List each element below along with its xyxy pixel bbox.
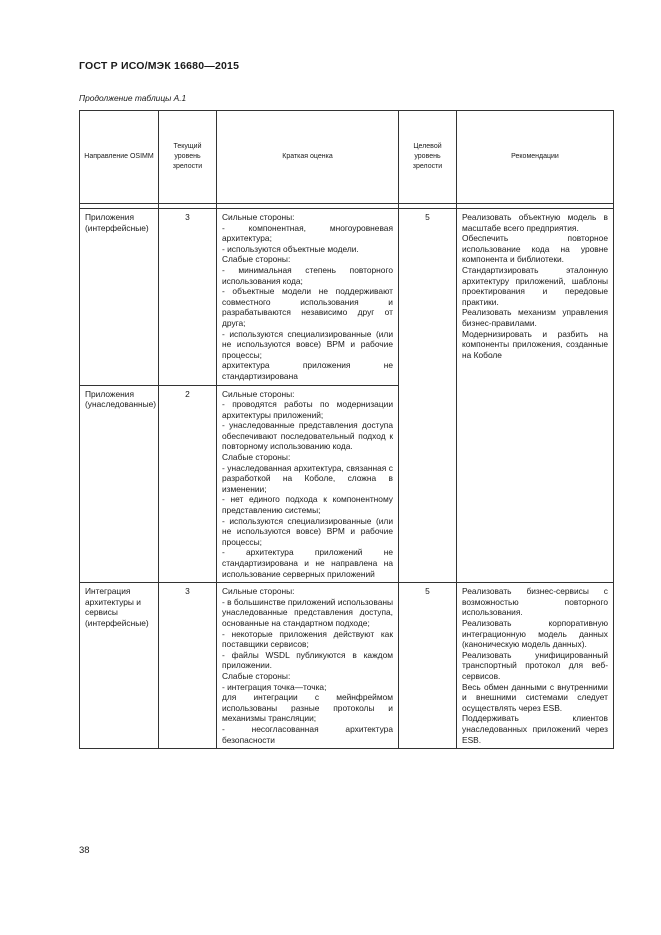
assessment-line: - нет единого подхода к компонентному представлению системы; <box>222 494 393 516</box>
assessment-cell <box>217 583 399 749</box>
assessment-cell <box>217 385 399 583</box>
assessment-line: Слабые стороны: <box>222 254 291 265</box>
target-level-cell: 5 <box>399 209 457 583</box>
assessment-cell <box>217 209 399 386</box>
assessment-line: - унаследованная архитектура, связанная с разработкой на Коболе, сложна в изменении; <box>222 462 393 494</box>
assessment-line: - архитектура приложений не стандартизирована и не направлена на использование серверных приложений <box>222 547 393 579</box>
direction-cell: Приложения (интерфейсные) <box>80 209 159 386</box>
assessment-line: - унаследованные представления доступа обеспечивают последовательный подход к повторному использованию кода. <box>222 420 393 452</box>
recommendations-cell <box>457 583 614 749</box>
assessment-line: - файлы WSDL публикуются в каждом приложении. <box>222 649 393 671</box>
document-header: ГОСТ Р ИСО/МЭК 16680—2015 <box>79 60 240 72</box>
assessment-line: - в большинстве приложений использованы унаследованные представления доступа, основанные на стандартном подходе; <box>222 596 393 628</box>
header-target-level: Целевой уровень зрелости <box>399 111 457 204</box>
recommendation-line: Реализовать унифицированный транспортный протокол для веб-сервисов. <box>462 649 608 681</box>
recommendation-line: Реализовать объектную модель в масштабе всего предприятия. <box>462 212 608 233</box>
table-row <box>80 583 614 749</box>
target-level-cell: 5 <box>399 583 457 749</box>
table-header-row <box>80 111 614 204</box>
assessment-line: Сильные стороны: <box>222 212 295 222</box>
assessment-line: архитектура приложения не стандартизирована <box>222 360 393 381</box>
assessment-line: Слабые стороны: <box>222 670 291 681</box>
assessment-line: - используются специализированные (или не используются вовсе) BPM и рабочие процессы; <box>222 328 393 360</box>
assessment-line: Сильные стороны: <box>222 586 295 597</box>
recommendation-line: Обеспечить повторное использование кода на уровне компонента и библиотеки. <box>462 233 608 265</box>
maturity-table <box>79 110 614 749</box>
recommendation-line: Модернизировать и разбить на компоненты приложения, созданные на Коболе <box>462 328 608 360</box>
assessment-line: Слабые стороны: <box>222 452 291 463</box>
header-direction: Направление OSIMM <box>80 111 159 204</box>
recommendation-line: Весь обмен данными с внутренними и внешними системами следует осуществлять через ESB. <box>462 681 608 713</box>
assessment-line: - компонентная, многоуровневая архитектура; <box>222 222 393 244</box>
current-level-cell: 3 <box>159 583 217 749</box>
table-continuation-caption: Продолжение таблицы А.1 <box>79 93 187 103</box>
recommendation-line: Реализовать механизм управления бизнес-правилами. <box>462 307 608 328</box>
assessment-line: - проводятся работы по модернизации архитектуры приложений; <box>222 399 393 420</box>
header-assessment: Краткая оценка <box>217 111 399 204</box>
assessment-line: Сильные стороны: <box>222 388 295 399</box>
recommendation-line: Реализовать бизнес-сервисы с возможностью повторного использования. <box>462 586 608 618</box>
header-current-level: Текущий уровень зрелости <box>159 111 217 204</box>
assessment-line: - несогласованная архитектура безопасности <box>222 723 393 745</box>
current-level-cell: 3 <box>159 209 217 386</box>
assessment-line: для интеграции с мейнфреймом использованы разные протоколы и механизмы трансляции; <box>222 692 393 724</box>
recommendations-cell <box>457 209 614 583</box>
assessment-line: - используются объектные модели. <box>222 243 359 254</box>
page-number: 38 <box>79 845 90 856</box>
current-level-cell: 2 <box>159 385 217 583</box>
recommendation-line: Поддерживать клиентов унаследованных приложений через ESB. <box>462 713 608 745</box>
assessment-line: - минимальная степень повторного использования кода; <box>222 264 393 286</box>
assessment-line: - используются специализированные (или не используются вовсе) BPM и рабочие процессы; <box>222 515 393 547</box>
table-row <box>80 209 614 386</box>
recommendation-line: Стандартизировать эталонную архитектуру приложений, шаблоны проектирования и передовые практики. <box>462 264 608 307</box>
assessment-line: - интеграция точка—точка; <box>222 681 327 692</box>
direction-cell: Приложения (унаследованные) <box>80 385 159 583</box>
assessment-line: - объектные модели не поддерживают совместного использования и разрабатываются независимо друг от друга; <box>222 286 393 328</box>
assessment-line: - некоторые приложения действуют как поставщики сервисов; <box>222 628 393 650</box>
recommendation-line: Реализовать корпоративную интеграционную модель данных (каноническую модель данных). <box>462 617 608 650</box>
header-recommendations: Рекомендации <box>457 111 614 204</box>
direction-cell: Интеграция архитектуры и сервисы (интерфейсные) <box>80 583 159 749</box>
